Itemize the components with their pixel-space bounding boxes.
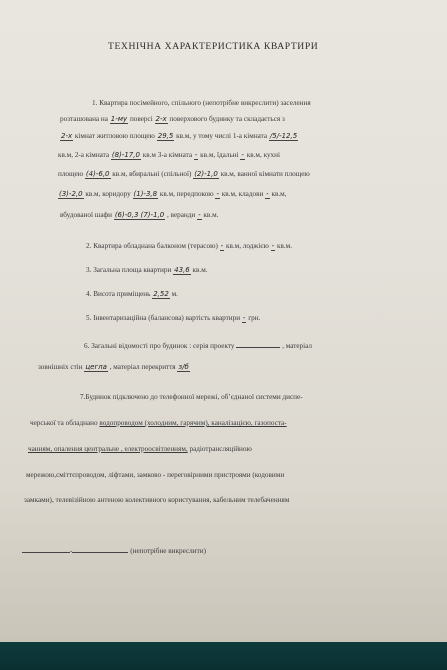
toilet-value: (2)-1,0 <box>194 170 218 178</box>
floor-material-value: з/б <box>178 363 189 371</box>
blank-1 <box>22 545 70 553</box>
anteroom-value: - <box>216 190 219 198</box>
blank-2 <box>72 545 128 553</box>
p7-line7: - (непотрібне викреслити) <box>22 545 206 556</box>
wall-material-value: цегла <box>85 363 107 371</box>
p1-line7: вбудованої шафи (6)-0,3 (7)-1,0 , веранди - кв.м. <box>60 211 219 219</box>
living-area-value: 29,5 <box>157 132 174 140</box>
p1-line4: кв.м, 2-а кімната (8)-17,0 кв.м 3-а кімната - кв.м, їдальні - кв.м, кухні <box>58 151 280 159</box>
p7-line1: 7.Будинок підключено до телефонної мережі, об’єднаної системи диспе- <box>80 393 303 401</box>
room1-value: /5/-12,5 <box>269 132 298 140</box>
series-blank <box>236 340 280 348</box>
doc-title: ТЕХНІЧНА ХАРАКТЕРИСТИКА КВАРТИРИ <box>108 41 319 52</box>
p1-line1: 1. Квартира посімейного, спільного (непотрібне викреслити) заселення <box>92 99 311 107</box>
corridor-value: (1)-3,8 <box>133 190 158 198</box>
p3-line: 3. Загальна площа квартири 43,6 кв.м. <box>86 266 208 274</box>
balcony-value: - <box>220 242 224 250</box>
height-value: 2,52 <box>153 290 169 298</box>
p5-line: 5. Інвентаризаційна (балансова) вартість квартири - грн. <box>86 314 261 322</box>
p7-line2: черської та обладнано водопроводом (холодним, гарячим), каналізацією, газопоста- <box>30 419 287 427</box>
floors-total-value: 2-х <box>155 115 167 123</box>
bathroom-value: (3)-2,0 <box>59 190 83 198</box>
pantry-value: - <box>266 190 269 198</box>
cost-value: - <box>242 314 246 322</box>
p6-line1: 6. Загальні відомості про будинок : серія проекту , матеріал <box>84 342 312 350</box>
veranda-value: - <box>198 211 201 219</box>
p2-line: 2. Квартира обладнана балконом (терасою) - кв.м, лоджією - кв.м. <box>86 242 292 250</box>
halls-value: - <box>241 151 244 159</box>
room3-value: - <box>194 151 198 159</box>
room2-value: (8)-17,0 <box>111 151 140 159</box>
kitchen-value: (4)-6,0 <box>85 170 110 178</box>
p7-line4: мережою,сміттєпроводом, ліфтами, замково - переговірними пристроями (кодовими <box>26 471 285 479</box>
rooms-value: 2-х <box>61 132 73 140</box>
p7-line3: чанням, опалення центральне , електроосвітленням, радіотрансляційною <box>28 445 252 453</box>
total-area-value: 43,6 <box>174 266 190 274</box>
p1-line6: (3)-2,0 кв.м, коридору (1)-3,8 кв.м, передпокою - кв.м, кладови - кв.м, <box>59 190 287 198</box>
p7-line5: замками), телевізійною антеною колективного користування, кабельним телебаченням <box>24 496 290 504</box>
loggia-value: - <box>271 242 275 250</box>
p1-line3: 2-х кімнат житловою площею 29,5 кв.м, у тому числі 1-а кімната /5/-12,5 <box>61 132 298 140</box>
p1-line2: розташована на 1-му поверсі 2-х поверхового будинку та складається з <box>60 115 285 123</box>
floor-value: 1-му <box>110 115 128 123</box>
p4-line: 4. Висота приміщень 2,52 м. <box>86 290 178 298</box>
p6-line2: зовнішніх стін цегла , матеріал перекриття з/б <box>38 363 189 371</box>
p1-line5: площею (4)-6,0 кв.м, вбиральні (спільної) (2)-1,0 кв.м, ванної кімнати площею <box>58 170 310 178</box>
bottom-strip <box>0 642 447 670</box>
wardrobes-value: (6)-0,3 (7)-1,0 <box>114 211 165 219</box>
